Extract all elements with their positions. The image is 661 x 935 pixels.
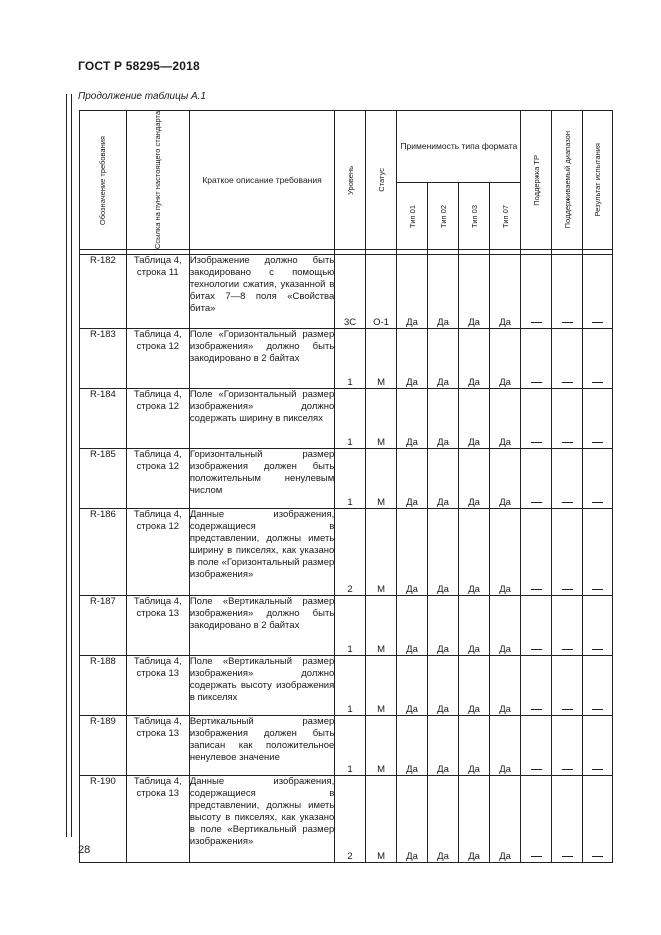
tr-support-cell — [521, 509, 552, 596]
test-result-cell — [583, 716, 613, 776]
supported-range-cell — [551, 716, 583, 776]
reference-row: строка 12 — [136, 461, 180, 473]
type03-applicability: Да — [459, 389, 490, 449]
dash-mark — [562, 709, 573, 710]
supported-range-cell — [551, 776, 583, 863]
type03-applicability: Да — [459, 716, 490, 776]
supported-range-cell — [551, 509, 583, 596]
type01-applicability: Да — [397, 449, 428, 509]
test-result-cell — [583, 656, 613, 716]
type01-applicability: Да — [397, 656, 428, 716]
requirement-description: Данные изображения, содержащиеся в представлении, должны иметь высоту в пикселях, как указано в поле «Вертикальный размер изображения» — [189, 776, 334, 863]
dash-mark — [531, 442, 542, 443]
dash-mark — [592, 769, 603, 770]
dash-mark — [562, 382, 573, 383]
requirement-code: R-182 — [80, 255, 127, 329]
page-number: 28 — [78, 844, 91, 856]
header-level: Уровень — [335, 111, 366, 250]
dash-mark — [531, 382, 542, 383]
dash-mark — [592, 856, 603, 857]
requirement-code: R-187 — [80, 596, 127, 656]
requirement-level: 3С — [335, 255, 366, 329]
requirement-description: Вертикальный размер изображения должен быть записан как положительное ненулевое значение — [189, 716, 334, 776]
header-status: Статус — [365, 111, 397, 250]
requirement-level: 1 — [335, 656, 366, 716]
standard-reference — [126, 509, 189, 596]
type01-applicability: Да — [397, 329, 428, 389]
requirement-code: R-186 — [80, 509, 127, 596]
requirement-description: Поле «Вертикальный размер изображения» должно содержать высоту изображения в пикселях — [189, 656, 334, 716]
dash-mark — [562, 442, 573, 443]
test-result-cell — [583, 329, 613, 389]
requirement-level: 1 — [335, 716, 366, 776]
requirement-status: М — [365, 449, 397, 509]
reference-row: строка 12 — [136, 341, 180, 353]
requirement-status: М — [365, 389, 397, 449]
reference-table: Таблица 4, — [133, 449, 182, 461]
type07-applicability: Да — [489, 716, 521, 776]
table-row — [80, 656, 613, 716]
reference-row: строка 12 — [136, 521, 180, 533]
requirement-status: М — [365, 716, 397, 776]
requirement-status: М — [365, 656, 397, 716]
dash-mark — [592, 382, 603, 383]
reference-table: Таблица 4, — [133, 776, 182, 788]
type01-applicability: Да — [397, 716, 428, 776]
supported-range-cell — [551, 389, 583, 449]
reference-row: строка 12 — [136, 401, 180, 413]
header-supported-range: Поддерживаемый диапазон — [551, 111, 583, 250]
type03-applicability: Да — [459, 255, 490, 329]
requirement-description: Горизонтальный размер изображения должен быть положительным ненулевым числом — [189, 449, 334, 509]
tr-support-cell — [521, 389, 552, 449]
table-row — [80, 776, 613, 863]
type03-applicability: Да — [459, 509, 490, 596]
header-reference: Ссылка на пункт настоящего стандарта — [126, 111, 189, 250]
type07-applicability: Да — [489, 509, 521, 596]
standard-reference — [126, 716, 189, 776]
requirement-code: R-190 — [80, 776, 127, 863]
header-test-result: Результат испытания — [583, 111, 613, 250]
supported-range-cell — [551, 656, 583, 716]
reference-row: строка 13 — [136, 728, 180, 740]
type02-applicability: Да — [427, 776, 459, 863]
requirement-code: R-189 — [80, 716, 127, 776]
header-type02: Тип 02 — [427, 182, 459, 249]
requirement-level: 1 — [335, 329, 366, 389]
standard-reference — [126, 776, 189, 863]
type07-applicability: Да — [489, 656, 521, 716]
test-result-cell — [583, 449, 613, 509]
header-designation: Обозначение требования — [80, 111, 127, 250]
reference-row: строка 13 — [136, 788, 180, 800]
reference-row: строка 11 — [136, 267, 179, 279]
dash-mark — [531, 649, 542, 650]
type03-applicability: Да — [459, 596, 490, 656]
requirement-code: R-184 — [80, 389, 127, 449]
header-type07: Тип 07 — [489, 182, 521, 249]
header-applicability: Применимость типа формата — [397, 111, 521, 183]
table-row — [80, 329, 613, 389]
type07-applicability: Да — [489, 776, 521, 863]
dash-mark — [531, 589, 542, 590]
dash-mark — [562, 649, 573, 650]
requirement-description: Поле «Вертикальный размер изображения» должно быть закодировано в 2 байтах — [189, 596, 334, 656]
reference-table: Таблица 4, — [133, 255, 182, 267]
document-title: ГОСТ Р 58295—2018 — [78, 59, 200, 73]
supported-range-cell — [551, 329, 583, 389]
supported-range-cell — [551, 255, 583, 329]
type07-applicability: Да — [489, 389, 521, 449]
tr-support-cell — [521, 255, 552, 329]
dash-mark — [531, 709, 542, 710]
test-result-cell — [583, 509, 613, 596]
requirement-code: R-183 — [80, 329, 127, 389]
reference-table: Таблица 4, — [133, 656, 182, 668]
table-row — [80, 449, 613, 509]
supported-range-cell — [551, 449, 583, 509]
tr-support-cell — [521, 656, 552, 716]
requirement-status: М — [365, 509, 397, 596]
dash-mark — [592, 709, 603, 710]
requirement-description: Изображение должно быть закодировано с помощью технологии сжатия, указанной в битах 7—8 поля «Свойства бита» — [189, 255, 334, 329]
requirement-level: 1 — [335, 389, 366, 449]
standard-reference — [126, 449, 189, 509]
type03-applicability: Да — [459, 656, 490, 716]
dash-mark — [562, 589, 573, 590]
supported-range-cell — [551, 596, 583, 656]
test-result-cell — [583, 776, 613, 863]
header-type01: Тип 01 — [397, 182, 428, 249]
type07-applicability: Да — [489, 596, 521, 656]
type01-applicability: Да — [397, 776, 428, 863]
requirement-level: 2 — [335, 509, 366, 596]
type07-applicability: Да — [489, 449, 521, 509]
test-result-cell — [583, 596, 613, 656]
table-row — [80, 255, 613, 329]
standard-reference — [126, 389, 189, 449]
reference-table: Таблица 4, — [133, 716, 182, 728]
table-row — [80, 716, 613, 776]
type01-applicability: Да — [397, 255, 428, 329]
dash-mark — [592, 322, 603, 323]
dash-mark — [592, 442, 603, 443]
dash-mark — [531, 769, 542, 770]
standard-reference — [126, 656, 189, 716]
margin-bar — [66, 94, 72, 837]
reference-row: строка 13 — [136, 668, 180, 680]
requirement-level: 2 — [335, 776, 366, 863]
dash-mark — [562, 769, 573, 770]
tr-support-cell — [521, 776, 552, 863]
test-result-cell — [583, 255, 613, 329]
dash-mark — [562, 322, 573, 323]
type01-applicability: Да — [397, 509, 428, 596]
requirement-code: R-188 — [80, 656, 127, 716]
type03-applicability: Да — [459, 449, 490, 509]
tr-support-cell — [521, 596, 552, 656]
requirements-table — [79, 110, 613, 863]
dash-mark — [562, 856, 573, 857]
type02-applicability: Да — [427, 255, 459, 329]
table-body — [80, 255, 613, 863]
requirement-status: О-1 — [365, 255, 397, 329]
type01-applicability: Да — [397, 389, 428, 449]
requirement-status: М — [365, 776, 397, 863]
dash-mark — [531, 856, 542, 857]
table-caption: Продолжение таблицы А.1 — [78, 91, 206, 102]
reference-table: Таблица 4, — [133, 329, 182, 341]
dash-mark — [592, 589, 603, 590]
type03-applicability: Да — [459, 776, 490, 863]
reference-table: Таблица 4, — [133, 596, 182, 608]
requirement-description: Поле «Горизонтальный размер изображения» должно быть закодировано в 2 байтах — [189, 329, 334, 389]
type02-applicability: Да — [427, 389, 459, 449]
standard-reference — [126, 255, 189, 329]
reference-table: Таблица 4, — [133, 509, 182, 521]
requirement-description: Данные изображения, содержащиеся в представлении, должны иметь ширину в пикселях, как указано в поле «Горизонтальный размер изображения» — [189, 509, 334, 596]
requirement-level: 1 — [335, 449, 366, 509]
type03-applicability: Да — [459, 329, 490, 389]
requirement-status: М — [365, 329, 397, 389]
dash-mark — [531, 502, 542, 503]
tr-support-cell — [521, 716, 552, 776]
type02-applicability: Да — [427, 656, 459, 716]
requirement-code: R-185 — [80, 449, 127, 509]
reference-row: строка 13 — [136, 608, 180, 620]
requirement-level: 1 — [335, 596, 366, 656]
requirement-description: Поле «Горизонтальный размер изображения» должно содержать ширину в пикселях — [189, 389, 334, 449]
header-description: Краткое описание требования — [189, 111, 334, 250]
dash-mark — [562, 502, 573, 503]
dash-mark — [531, 322, 542, 323]
test-result-cell — [583, 389, 613, 449]
dash-mark — [592, 502, 603, 503]
reference-table: Таблица 4, — [133, 389, 182, 401]
table-row — [80, 389, 613, 449]
type02-applicability: Да — [427, 716, 459, 776]
standard-reference — [126, 596, 189, 656]
header-type03: Тип 03 — [459, 182, 490, 249]
header-tr-support: Поддержка ТР — [521, 111, 552, 250]
type02-applicability: Да — [427, 449, 459, 509]
tr-support-cell — [521, 449, 552, 509]
tr-support-cell — [521, 329, 552, 389]
type02-applicability: Да — [427, 509, 459, 596]
standard-reference — [126, 329, 189, 389]
table-row — [80, 509, 613, 596]
type07-applicability: Да — [489, 329, 521, 389]
type02-applicability: Да — [427, 596, 459, 656]
table-row — [80, 596, 613, 656]
type02-applicability: Да — [427, 329, 459, 389]
type01-applicability: Да — [397, 596, 428, 656]
type07-applicability: Да — [489, 255, 521, 329]
requirement-status: М — [365, 596, 397, 656]
dash-mark — [592, 649, 603, 650]
